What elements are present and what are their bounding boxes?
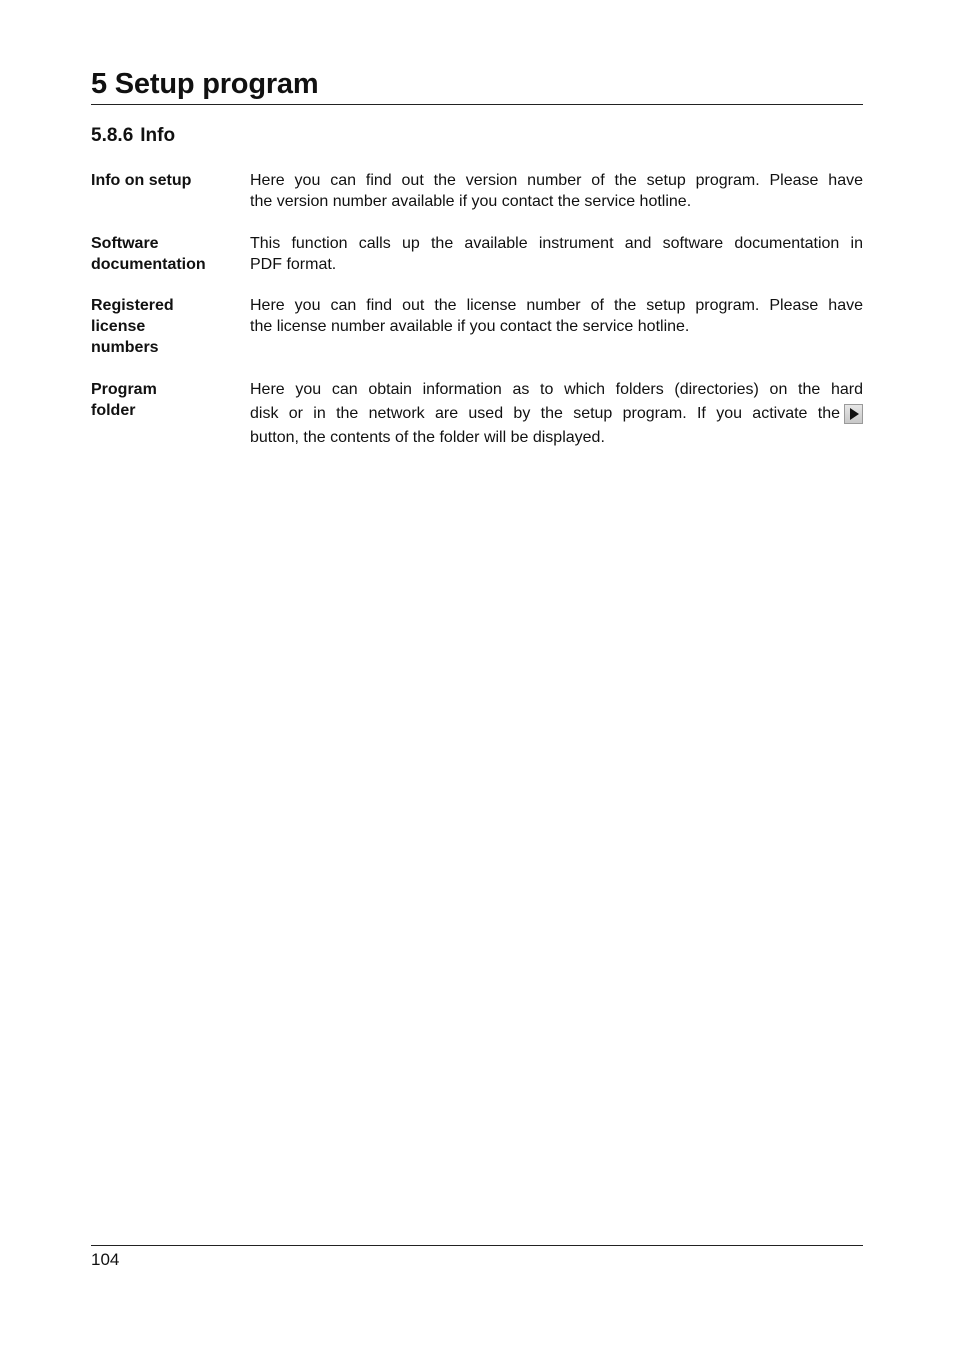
section-title <box>91 124 175 148</box>
term-line: Software <box>91 235 159 252</box>
entry-description <box>250 295 863 337</box>
play-arrow-icon <box>844 404 863 424</box>
desc-line: This function calls up the available instrument and software documentation in <box>250 235 863 252</box>
entry-term <box>91 170 241 191</box>
header-rule <box>91 104 863 105</box>
term-line: Info on setup <box>91 172 192 189</box>
term-line: documentation <box>91 256 206 273</box>
section-number: 5.8.6 <box>91 125 134 146</box>
entry-term <box>91 233 241 275</box>
chapter-title: 5 Setup program <box>91 68 319 100</box>
desc-line: Here you can find out the version number of the setup program. Please have <box>250 172 863 189</box>
desc-line: the license number available if you contact the service hotline. <box>250 318 690 335</box>
desc-line: PDF format. <box>250 256 337 273</box>
desc-line: button, the contents of the folder will be displayed. <box>250 429 605 446</box>
play-arrow-icon-glyph <box>850 408 859 420</box>
entry-term <box>91 295 241 358</box>
term-line: Registered <box>91 297 174 314</box>
footer-rule <box>91 1245 863 1246</box>
desc-line: Here you can find out the license number of the setup program. Please have <box>250 297 863 314</box>
desc-line-text: disk or in the network are used by the setup program. If you activate the <box>250 405 840 422</box>
entry-description <box>250 170 863 212</box>
term-line: numbers <box>91 339 159 356</box>
entry-description <box>250 233 863 275</box>
term-line: Program <box>91 381 157 398</box>
entry-term <box>91 379 241 421</box>
section-title-text: Info <box>140 125 176 146</box>
term-line: license <box>91 318 146 335</box>
desc-line-with-icon <box>250 400 863 427</box>
desc-line: the version number available if you contact the service hotline. <box>250 193 692 210</box>
entry-description <box>250 379 863 448</box>
desc-line: Here you can obtain information as to which folders (directories) on the hard <box>250 381 863 398</box>
page-number: 104 <box>91 1250 120 1269</box>
term-line: folder <box>91 402 136 419</box>
